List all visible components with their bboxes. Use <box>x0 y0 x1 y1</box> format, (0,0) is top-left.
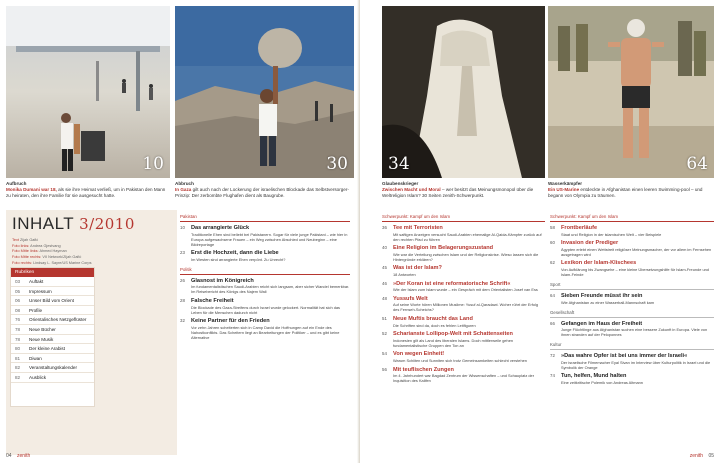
credit-value: VII Network/Zijah Gafić <box>42 255 82 260</box>
contents-title <box>12 214 135 234</box>
folio-number: 05 <box>708 453 714 459</box>
article-desc: Im fundamentalistischen Saudi-Arabien reicht sich langsam, aber sicher Wandel bemerkbar. Im Reisebericht des Königs des Najem Wali <box>191 284 350 295</box>
article-entry[interactable] <box>180 278 350 295</box>
article-title: Eine Religion im Belagerungszustand <box>393 245 494 252</box>
right-page <box>360 0 720 463</box>
caption-title: Glaubenskrieger <box>382 181 419 186</box>
rubrik-page: 81 <box>15 355 21 361</box>
article-desc: Wie der Islam zum Islam wurde – ein Gespräch mit dem Orientalisten Josef van Ess <box>393 287 538 293</box>
credit-value: Zijah Gafić <box>20 238 39 242</box>
article-page: 46 <box>382 280 387 286</box>
article-page: 62 <box>550 260 555 266</box>
swimmer-image <box>548 6 714 178</box>
article-title: Von wegen Einheit! <box>393 351 445 358</box>
credit-value: Andrea Gjestvang <box>30 243 61 248</box>
rubrik-page: 05 <box>15 288 21 294</box>
article-entry[interactable] <box>382 296 545 313</box>
rubrik-item[interactable] <box>11 373 94 383</box>
photo-gaza <box>175 6 354 178</box>
rubrik-label: Veranstaltungskalender <box>29 365 78 371</box>
rubrik-label: Impressum <box>29 288 52 294</box>
article-page: 48 <box>382 295 387 301</box>
photo-wasserkaempfer <box>548 6 714 178</box>
rubrik-item[interactable] <box>11 306 94 316</box>
article-title: Tun, helfen, Mund halten <box>561 373 627 380</box>
article-page: 66 <box>550 320 555 326</box>
article-page: 54 <box>382 351 387 357</box>
caption-text: als sie ihre Heimat verließ, um in Pakistan den Mann zu heiraten, den ihre Familie für sie ausgesucht hatte. <box>6 187 166 199</box>
article-page: 26 <box>180 277 185 283</box>
article-title: Was ist der Islam? <box>393 265 442 272</box>
contents-column-1 <box>180 214 350 343</box>
folio-brand: zenith <box>16 453 31 459</box>
article-desc: Vor zehn Jahren scheiterten sich in Camp David die Hoffnungen auf ein Ende des Nahostkonflikts. Das Scheitern liegt an Bearbeitungen der Politiker – und es gibt keine Alternative <box>191 324 340 340</box>
article-page: 51 <box>382 315 387 321</box>
article-entry[interactable] <box>550 321 714 338</box>
article-desc: Wie war die Verteilung zwischen Islam und der Religionskrise. Wieso lassen sich die Hintergründe erklären? <box>393 251 539 262</box>
article-entry[interactable] <box>550 225 714 237</box>
caption-highlight: Monika Dumani war 18, <box>6 187 57 193</box>
article-page: 52 <box>382 331 387 337</box>
section-label: Kultur <box>550 342 714 350</box>
article-entry[interactable] <box>550 240 714 257</box>
section-label: Politik <box>180 267 350 275</box>
rubrik-label: Neue Bücher <box>29 326 56 332</box>
rubrik-item[interactable] <box>11 354 94 364</box>
article-entry[interactable] <box>382 281 545 293</box>
credit-key: Text <box>12 238 19 242</box>
caption-abbruch <box>175 181 354 200</box>
rubrik-page: 76 <box>15 317 21 323</box>
credit-key: Foto Mitte rechts: <box>12 255 42 260</box>
rubrik-label: Der kleine Arabist <box>29 346 66 352</box>
article-entry[interactable] <box>382 245 545 262</box>
article-title: Frontberläufe <box>561 225 598 231</box>
article-desc: Traditionelle Ehen sind beliebt bei Pakistanern. Sogar für viele junge Pakistani – wie hier in Europa aufgewachsene Frauen – ein Weg zwischen Abschied und Neubeginn – eine Bildreportage <box>191 231 348 247</box>
article-title: Erst die Hochzeit, dann die Liebe <box>191 250 279 257</box>
caption-highlight: Zwischen Macht und Moral <box>382 187 441 193</box>
photo-credits <box>12 238 92 267</box>
rubrik-label: Orientalisches Netzgeflüster <box>29 317 87 323</box>
page-number: 30 <box>326 154 348 174</box>
rubrik-item[interactable] <box>11 315 94 325</box>
article-title: Tee mit Terroristen <box>393 225 443 231</box>
article-title: Yussufs Welt <box>393 295 428 302</box>
article-entry[interactable] <box>382 265 545 277</box>
article-desc: Die Blockade des Gaza-Streifens durch Israel wurde gelockert. Normalität hat sich das Leben für die Menschen dadurch nicht <box>191 304 340 315</box>
folio-brand: zenith <box>689 453 704 459</box>
caption-text: – wer besitzt das Meinungsmonopol über die Weltreligion Islam? 30 Seiten zenith-Schwerpunkt. <box>382 187 534 199</box>
article-page: 36 <box>382 225 387 230</box>
caption-glaubenskrieger <box>382 181 545 200</box>
article-entry[interactable] <box>382 316 545 328</box>
article-title: Sieben Freunde müsst ihr sein <box>561 292 643 299</box>
rubrik-page: 80 <box>15 346 21 352</box>
article-title: Lexikon der Islam-Klischees <box>561 260 637 267</box>
article-desc: Indonesien gilt als Land des liberalen Islams. Doch mittlerweile gehen fundamentalistische Gruppen den Ton an <box>393 337 514 348</box>
article-entry[interactable] <box>550 373 714 385</box>
credit-value: Ahmed Hayman <box>39 249 67 254</box>
article-entry[interactable] <box>180 250 350 262</box>
article-page: 23 <box>180 250 185 256</box>
issue-number: 3/2010 <box>79 215 135 233</box>
article-title: »Der Koran ist eine reformatorische Schrift« <box>393 280 511 287</box>
section-label: Schwerpunkt: Kampf um den Islam <box>382 214 545 222</box>
article-page: 40 <box>382 245 387 251</box>
article-desc: Eine zeitkritische Polemik von Andreas Altmann <box>561 379 643 385</box>
rubrik-page: 08 <box>15 307 21 313</box>
rubrik-item[interactable] <box>11 296 94 306</box>
article-title: Invasion der Prediger <box>561 240 619 247</box>
article-page: 72 <box>550 353 555 359</box>
article-title: Glasnost im Königreich <box>191 277 254 284</box>
photo-airport <box>6 6 170 178</box>
article-entry[interactable] <box>180 225 350 247</box>
folio-right <box>690 453 714 459</box>
caption-wasserkaempfer <box>548 181 714 200</box>
rubrik-item[interactable] <box>11 363 94 373</box>
article-title: Das arrangierte Glück <box>191 225 250 231</box>
rubrik-item[interactable] <box>11 287 94 297</box>
article-entry[interactable] <box>180 318 350 340</box>
article-desc: Der israelische Filmemacher Eyal Sivan im Interview über Kulturpolitik in Israel und die Symbolik der Orange <box>561 359 711 370</box>
article-desc: Ägypten erlebt einen Wettstreit religiöser Meinungsmacher, der vor allem im Fernsehen ausgetragen wird <box>561 246 712 257</box>
article-title: Neue Muftis braucht das Land <box>393 315 473 322</box>
rubrik-label: Diwan <box>29 355 42 361</box>
rubriken-box <box>10 267 95 407</box>
rubrik-page: 06 <box>15 298 21 304</box>
rubriken-header: Rubriken <box>11 268 94 277</box>
credit-value: Lindsay L. Sayre/US Marine Corps <box>33 260 92 265</box>
article-title: Keine Partner für den Frieden <box>191 318 270 325</box>
article-title: Falsche Freiheit <box>191 297 234 304</box>
section-label: Schwerpunkt: Kampf um den Islam <box>550 214 714 222</box>
article-desc: Auf seine Worte hören Millionen Muslime: Yusuf al-Qaradawi. Woher rührt der Erfolg des Fernseh-Scheichs? <box>393 302 539 313</box>
rubrik-label: Ausblick <box>29 374 47 380</box>
article-entry[interactable] <box>382 225 545 242</box>
caption-title: Abbruch <box>175 181 194 186</box>
article-title: Scharianste Lollipop-Welt mit Schattenseiten <box>393 331 513 338</box>
article-page: 60 <box>550 240 555 246</box>
article-entry[interactable] <box>382 351 545 363</box>
article-page: 74 <box>550 373 555 379</box>
rubrik-label: Auftakt <box>29 279 44 284</box>
credit-line <box>12 261 92 267</box>
article-page: 28 <box>180 297 185 303</box>
caption-aufbruch <box>6 181 170 200</box>
article-entry[interactable] <box>550 353 714 370</box>
rubrik-item[interactable] <box>11 325 94 335</box>
article-entry[interactable] <box>382 331 545 348</box>
rubrik-page: 82 <box>15 374 21 380</box>
rubrik-page: 78 <box>15 326 21 332</box>
airport-image <box>6 6 170 178</box>
page-number: 34 <box>388 154 410 174</box>
caption-text: entdeckte in Afghanistan einen leeren Swimming-pool – und begann von Olympia zu träumen. <box>548 187 703 199</box>
article-page: 45 <box>382 265 387 271</box>
section-label: Gesellschaft <box>550 310 714 318</box>
article-page: 64 <box>550 292 555 298</box>
article-desc: Mit saftigen Anzeigen versucht Saudi-Arabien ehemalige Al-Qaida-Kämpfer zurück auf den rechten Pfad zu führen <box>393 231 542 242</box>
article-page: 10 <box>180 225 185 230</box>
article-title: Mit teuflischen Zungen <box>393 366 454 373</box>
article-desc: Wie Afghanistan zu einer Wasserball-Mannschaft kam <box>561 299 655 305</box>
page-number: 64 <box>686 154 708 174</box>
photo-glaubenskrieger <box>382 6 545 178</box>
rubrik-label: Unser Bild vom Orient <box>29 298 74 304</box>
folio-number: 04 <box>6 453 12 459</box>
article-desc: Die Schriften sind da, doch es fehlen Leitfiguren <box>393 322 476 328</box>
article-title: Gefangen im Haus der Freiheit <box>561 320 643 327</box>
robe-image <box>382 6 545 178</box>
section-label: Pakistan <box>180 214 350 222</box>
article-desc: Im 4. Jahrhundert war Bagdad Zentrum der Wissenschaften – und Schauplatz der Inquisition des Kalifen <box>393 373 535 384</box>
caption-text: gilt auch nach der Lockerung der israelischen Blockade das Selbstversorger-Prinzip: Der zerbombte Flughafen dient als Baugrube. <box>175 187 349 199</box>
article-desc: Von Aufklärung bis Zwangsehe – eine kleine Übersetzungshilfe für Islam-Freunde und Islam-Feinde <box>561 266 709 277</box>
caption-highlight: In Gaza <box>175 187 192 193</box>
article-page: 32 <box>180 318 185 324</box>
page-number: 10 <box>142 154 164 174</box>
rubrik-item[interactable] <box>11 335 94 345</box>
contents-column-3 <box>550 214 714 389</box>
rubrik-page: 82 <box>15 365 21 371</box>
article-page: 58 <box>550 225 555 230</box>
article-entry[interactable] <box>382 367 545 384</box>
contents-heading: INHALT <box>12 214 74 233</box>
article-entry[interactable] <box>550 293 714 305</box>
article-desc: Im Westen sind arrangierte Ehen verpönt. Zu Unrecht? <box>191 256 286 262</box>
gaza-image <box>175 6 354 178</box>
rubrik-page: 03 <box>15 279 21 284</box>
article-desc: 18 Antworten <box>393 271 416 277</box>
credit-key: Foto Mitte links: <box>12 249 39 254</box>
rubrik-label: Profile <box>29 307 43 313</box>
credit-key: Foto links: <box>12 243 30 248</box>
section-label: Sport <box>550 282 714 290</box>
article-desc: Staat und Religion in der islamischen Welt – vier Beispiele <box>561 231 662 237</box>
article-entry[interactable] <box>180 298 350 315</box>
article-title: »Das wahre Opfer ist bei uns immer der Israeli« <box>561 353 688 360</box>
rubrik-item[interactable] <box>11 277 94 287</box>
rubrik-page: 78 <box>15 336 21 342</box>
rubrik-label: Neue Musik <box>29 336 54 342</box>
article-entry[interactable] <box>550 260 714 277</box>
article-page: 56 <box>382 366 387 372</box>
contents-column-2 <box>382 214 545 387</box>
caption-highlight: Ein US-Marine <box>548 187 580 193</box>
rubrik-item[interactable] <box>11 344 94 354</box>
caption-title: Aufbruch <box>6 181 27 186</box>
article-desc: Warum Schiiten und Sunniten sich trotz Gemeinsamkeiten schlecht verstehen <box>393 357 527 363</box>
article-desc: Junge Flüchtlinge aus Afghanistan suchen eine bessere Zukunft in Europa. Viele von ihnen stranden auf der Peloponnes <box>561 327 708 338</box>
caption-title: Wasserkämpfer <box>548 181 583 186</box>
credit-key: Foto rechts: <box>12 260 33 265</box>
folio-left <box>6 453 30 459</box>
